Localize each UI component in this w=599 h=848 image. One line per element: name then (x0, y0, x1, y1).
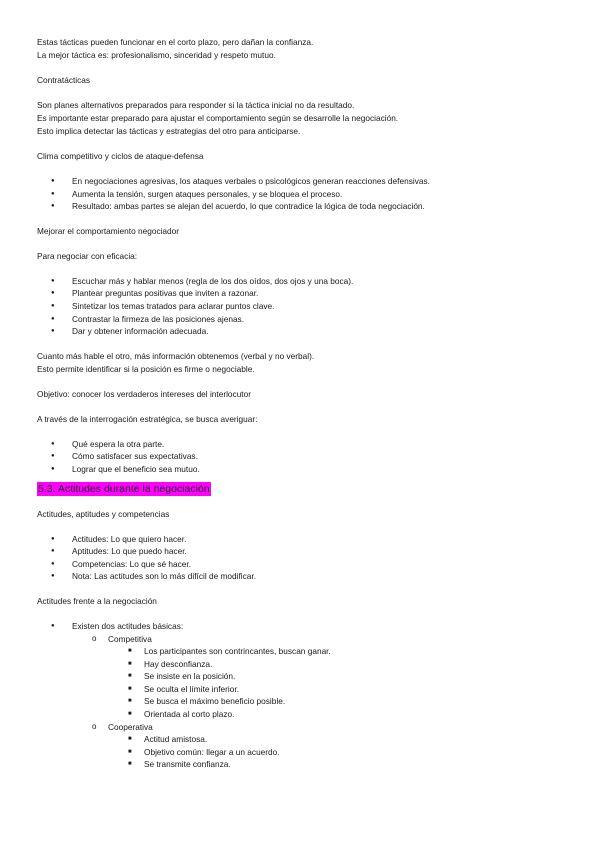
list-item: ● En negociaciones agresivas, los ataques verbales o psicológicos generan reacciones defensivas. (37, 175, 567, 188)
frente-heading: Actitudes frente a la negociación (37, 595, 157, 606)
actitudes-list (37, 533, 567, 583)
mejorar-after-2: Esto permite identificar si la posición es firme o negociable. (37, 363, 255, 374)
mejorar-list (37, 275, 567, 338)
cooperativa-label: Cooperativa (108, 721, 153, 732)
list-item: ● Cómo satisfacer sus expectativas. (37, 450, 567, 463)
list-item: ● Dar y obtener información adecuada. (37, 325, 567, 338)
objetivo-list (37, 438, 567, 476)
frente-list (37, 620, 567, 771)
list-item: ■ Los participantes son contrincantes, buscan ganar. (108, 645, 567, 658)
section-title: 5.3. Actitudes durante la negociación (38, 482, 210, 495)
list-item: ■ Orientada al corto plazo. (108, 708, 567, 721)
list-item: ■ Se busca el máximo beneficio posible. (108, 695, 567, 708)
list-item: ● Actitudes: Lo que quiero hacer. (37, 533, 567, 546)
list-item: ● Qué espera la otra parte. (37, 438, 567, 451)
list-item: ● Nota: Las actitudes son lo más difícil de modificar. (37, 570, 567, 583)
competitiva-label: Competitiva (108, 633, 152, 644)
objetivo-intro: A través de la interrogación estratégica, se busca averiguar: (37, 413, 258, 424)
list-item (72, 633, 567, 721)
cooperativa-list (108, 733, 567, 771)
list-item: ■ Hay desconfianza. (108, 658, 567, 671)
mejorar-intro: Para negociar con eficacia: (37, 250, 138, 261)
list-item: ■ Objetivo común: llegar a un acuerdo. (108, 746, 567, 759)
intro-line-2: La mejor táctica es: profesionalismo, sinceridad y respeto mutuo. (37, 50, 276, 60)
mejorar-heading: Mejorar el comportamiento negociador (37, 225, 180, 236)
list-item (37, 620, 567, 771)
list-item: ■ Se oculta el límite inferior. (108, 683, 567, 696)
contratacticas-line-2: Es importante estar preparado para ajustar el comportamiento según se desarrolle la negociación. (37, 113, 399, 123)
list-item: ● Contrastar la firmeza de las posiciones ajenas. (37, 313, 567, 326)
mejorar-after-1: Cuanto más hable el otro, más información obtenemos (verbal y no verbal). (37, 350, 315, 361)
clima-list (37, 175, 567, 213)
intro-line-1: Estas tácticas pueden funcionar en el corto plazo, pero dañan la confianza. (37, 37, 314, 47)
list-item: ● Escuchar más y hablar menos (regla de los dos oídos, dos ojos y una boca). (37, 275, 567, 288)
list-item: ● Competencias: Lo que sé hacer. (37, 558, 567, 571)
list-item: ● Plantear preguntas positivas que inviten a razonar. (37, 287, 567, 300)
contratacticas-line-1: Son planes alternativos preparados para responder si la táctica inicial no da resultado. (37, 100, 355, 110)
frente-sublist (72, 633, 567, 772)
list-item: ● Aptitudes: Lo que puedo hacer. (37, 545, 567, 558)
list-item: ● Sintetizar los temas tratados para aclarar puntos clave. (37, 300, 567, 313)
list-item: ■ Actitud amistosa. (108, 733, 567, 746)
list-item: ■ Se transmite confianza. (108, 758, 567, 771)
clima-heading: Clima competitivo y ciclos de ataque-defensa (37, 151, 204, 161)
list-item: ● Lograr que el beneficio sea mutuo. (37, 463, 567, 476)
document-body (37, 36, 567, 771)
contratacticas-line-3: Esto implica detectar las tácticas y estrategias del otro para anticiparse. (37, 126, 301, 136)
contratacticas-heading: Contratácticas (37, 75, 91, 85)
objetivo-heading: Objetivo: conocer los verdaderos intereses del interlocutor (37, 388, 251, 399)
competitiva-list (108, 645, 567, 721)
list-item: ■ Se insiste en la posición. (108, 670, 567, 683)
list-item: ● Aumenta la tensión, surgen ataques personales, y se bloquea el proceso. (37, 188, 567, 201)
list-item (72, 721, 567, 771)
actitudes-heading: Actitudes, aptitudes y competencias (37, 508, 170, 519)
list-item: ● Resultado: ambas partes se alejan del acuerdo, lo que contradice la lógica de toda negociación. (37, 200, 567, 213)
frente-top-bullet: Existen dos actitudes básicas: (72, 620, 184, 631)
